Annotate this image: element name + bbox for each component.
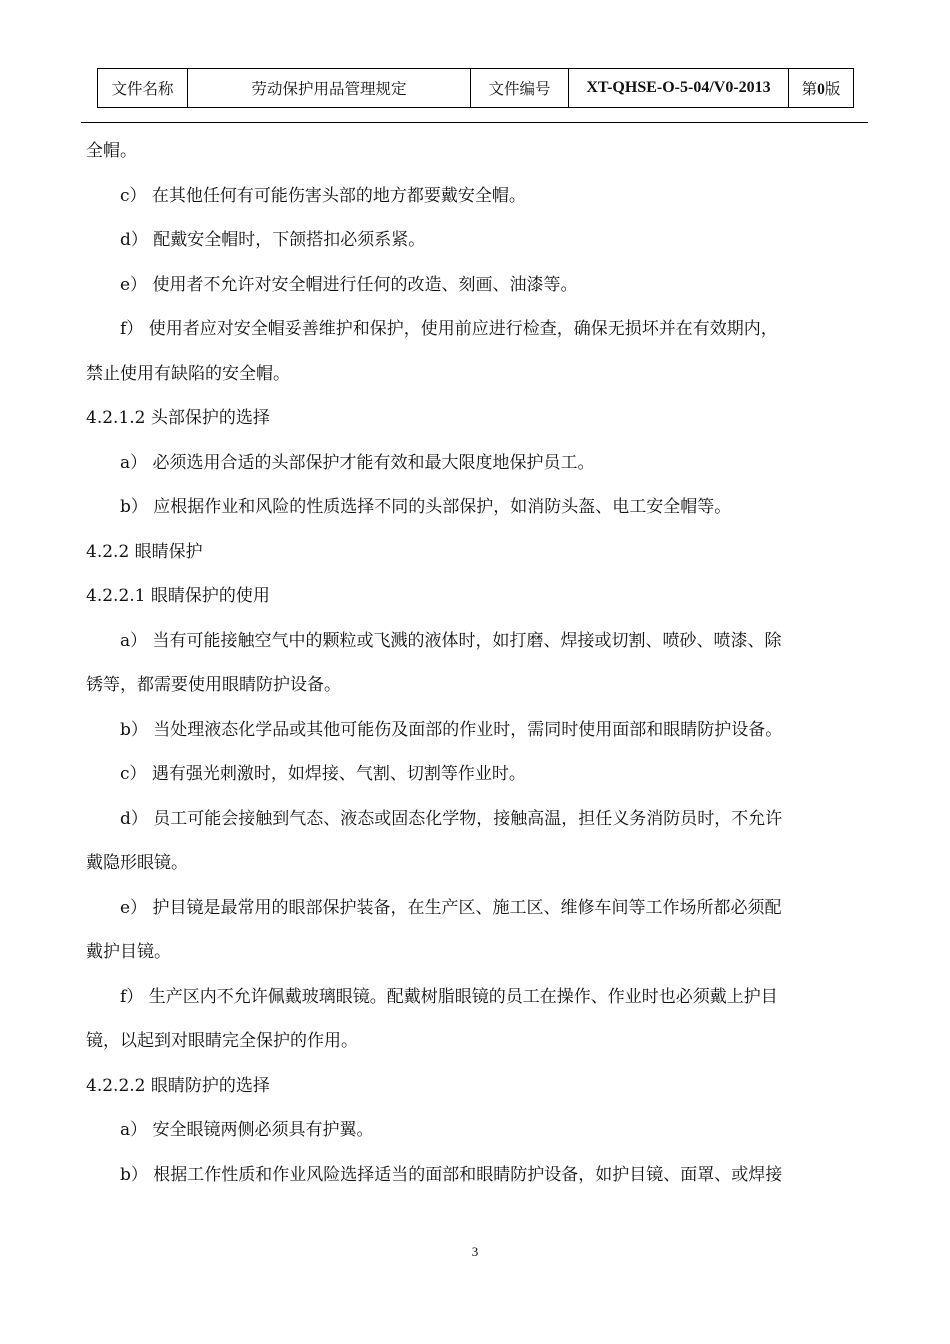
version-number: 0: [817, 81, 825, 98]
text-line: f） 使用者应对安全帽妥善维护和保护，使用前应进行检查，确保无损坏并在有效期内，: [120, 319, 778, 339]
text-line: b） 根据工作性质和作业风险选择适当的面部和眼睛防护设备，如护目镜、面罩、或焊接: [120, 1165, 783, 1185]
text-line: c） 遇有强光刺激时，如焊接、气割、切割等作业时。: [120, 764, 526, 784]
text-line: 禁止使用有缺陷的安全帽。: [86, 364, 290, 384]
text-line: d） 员工可能会接触到气态、液态或固态化学物，接触高温，担任义务消防员时，不允许: [120, 809, 783, 829]
section-heading: 4.2.2.2 眼睛防护的选择: [86, 1076, 270, 1096]
text-line: b） 当处理液态化学品或其他可能伤及面部的作业时，需同时使用面部和眼睛防护设备。: [120, 720, 783, 740]
text-line: a） 必须选用合适的头部保护才能有效和最大限度地保护员工。: [120, 453, 595, 473]
text-line: 锈等，都需要使用眼睛防护设备。: [86, 675, 341, 695]
doc-name-label: 文件名称: [98, 69, 188, 108]
doc-number-label: 文件编号: [471, 69, 569, 108]
text-line: 戴隐形眼镜。: [86, 853, 188, 873]
text-line: 全帽。: [86, 141, 137, 161]
text-line: 镜，以起到对眼睛完全保护的作用。: [86, 1031, 358, 1051]
text-line: f） 生产区内不允许佩戴玻璃眼镜。配戴树脂眼镜的员工在操作、作业时也必须戴上护目: [120, 987, 778, 1007]
doc-number: XT-QHSE-O-5-04/V0-2013: [569, 69, 789, 108]
section-heading: 4.2.2.1 眼睛保护的使用: [86, 586, 270, 606]
text-line: 戴护目镜。: [86, 942, 171, 962]
section-heading: 4.2.2 眼睛保护: [86, 542, 203, 562]
version-suffix: 版: [824, 80, 841, 98]
text-line: e） 护目镜是最常用的眼部保护装备，在生产区、施工区、维修车间等工作场所都必须配: [120, 898, 782, 918]
text-line: a） 当有可能接触空气中的颗粒或飞溅的液体时，如打磨、焊接或切割、喷砂、喷漆、除: [120, 631, 782, 651]
header-divider: [81, 122, 868, 123]
version-cell: [789, 69, 854, 108]
text-line: d） 配戴安全帽时，下颌搭扣必须系紧。: [120, 230, 426, 250]
text-line: b） 应根据作业和风险的性质选择不同的头部保护，如消防头盔、电工安全帽等。: [120, 497, 732, 517]
page-number: 3: [471, 1244, 479, 1259]
text-line: e） 使用者不允许对安全帽进行任何的改造、刻画、油漆等。: [120, 275, 578, 295]
document-header-table: [97, 68, 854, 108]
version-prefix: 第: [801, 80, 818, 98]
text-line: c） 在其他任何有可能伤害头部的地方都要戴安全帽。: [120, 186, 526, 206]
text-line: a） 安全眼镜两侧必须具有护翼。: [120, 1120, 374, 1140]
doc-name: 劳动保护用品管理规定: [188, 69, 471, 108]
section-heading: 4.2.1.2 头部保护的选择: [86, 408, 270, 428]
